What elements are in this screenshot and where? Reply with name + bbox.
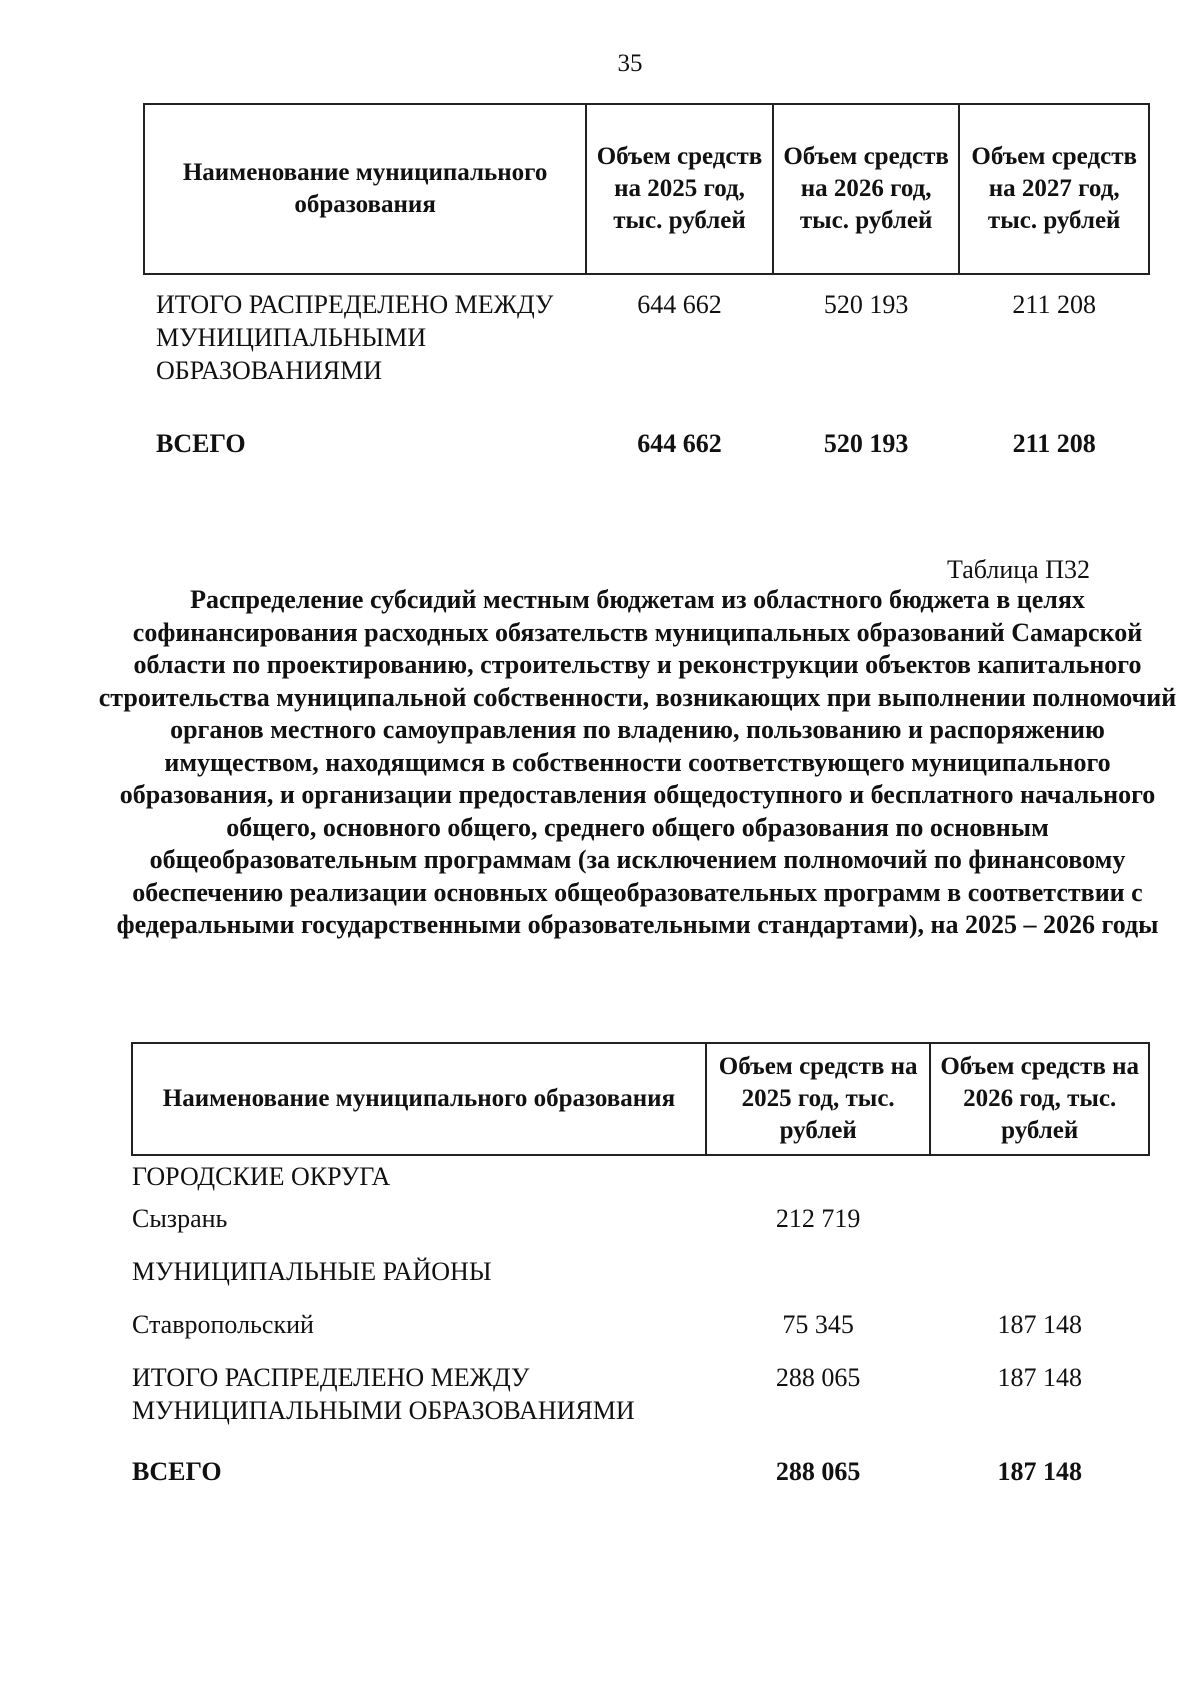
amount-2025: 644 662 (637, 429, 722, 458)
column-header-2027: Объем средств на 2027 год, тыс. рублей (959, 104, 1149, 274)
table-row (144, 415, 1149, 460)
table-label: Таблица П32 (947, 555, 1090, 584)
amount-2027: 211 208 (1012, 429, 1096, 458)
table-1-header-row (144, 104, 1149, 274)
amount-2026: 520 193 (823, 290, 909, 319)
table-2-header-row (132, 1043, 1149, 1155)
amount-2025: 644 662 (637, 290, 722, 319)
amount-2025: 288 065 (775, 1363, 861, 1392)
municipality-name: ВСЕГО (156, 429, 246, 458)
municipality-name: ВСЕГО (132, 1457, 222, 1486)
table-1 (143, 103, 1150, 460)
table-row (132, 1302, 1149, 1355)
table-row (132, 1196, 1149, 1249)
column-header-name: Наименование муниципального образования (144, 104, 586, 274)
amount-2025: 212 719 (775, 1204, 861, 1233)
page-number: 35 (617, 50, 643, 77)
amount-2026: 187 148 (997, 1310, 1082, 1339)
table-row (132, 1155, 1149, 1196)
amount-2026: 187 148 (997, 1363, 1082, 1392)
amount-2026 (930, 1196, 1149, 1249)
column-header-2025: Объем средств на 2025 год, тыс. рублей (706, 1043, 931, 1155)
table-row (144, 274, 1149, 415)
amount-2026: 520 193 (823, 429, 909, 458)
amount-2026 (930, 1249, 1149, 1302)
column-header-2026: Объем средств на 2026 год, тыс. рублей (930, 1043, 1149, 1155)
amount-2026 (930, 1155, 1149, 1196)
municipality-name: Сызрань (132, 1204, 228, 1233)
table-2 (131, 1042, 1150, 1502)
municipality-name: Ставропольский (132, 1310, 314, 1339)
table-title: Распределение субсидий местным бюджетам из областного бюджета в целях софинансирования расходных обязательств муниципальных образований Самарской области по проектированию, строительству и реконструкции объектов капитального строительства муниципальной собственности, возникающих при выполнении полномочий органов местного самоуправления по владению, пользованию и распоряжению имуществом, находящимся в собственности соответствующего муниципального образования, и организации предоставления общедоступного и бесплатного начального общего, основного общего, среднего общего образования по основным общеобразовательным программам (за исключением полномочий по финансовому обеспечению реализации основных общеобразовательных программ в соответствии с федеральными государственными образовательными стандартами), на 2025 – 2026 годы (98, 585, 1177, 939)
amount-2025: 288 065 (775, 1457, 861, 1486)
municipality-name: ГОРОДСКИЕ ОКРУГА (132, 1162, 391, 1191)
amount-2025 (706, 1249, 931, 1302)
amount-2025 (706, 1155, 931, 1196)
table-row (132, 1355, 1149, 1447)
municipality-name: ИТОГО РАСПРЕДЕЛЕНО МЕЖДУ МУНИЦИПАЛЬНЫМИ ОБРАЗОВАНИЯМИ (132, 1363, 635, 1425)
municipality-name: МУНИЦИПАЛЬНЫЕ РАЙОНЫ (132, 1257, 492, 1286)
amount-2026: 187 148 (997, 1457, 1082, 1486)
table-row (132, 1447, 1149, 1502)
table-row (132, 1249, 1149, 1302)
column-header-2025: Объем средств на 2025 год, тыс. рублей (586, 104, 773, 274)
column-header-name: Наименование муниципального образования (132, 1043, 706, 1155)
amount-2025: 75 345 (782, 1310, 854, 1339)
municipality-name: ИТОГО РАСПРЕДЕЛЕНО МЕЖДУ МУНИЦИПАЛЬНЫМИ ОБРАЗОВАНИЯМИ (156, 290, 554, 385)
column-header-2026: Объем средств на 2026 год, тыс. рублей (773, 104, 960, 274)
amount-2027: 211 208 (1012, 290, 1096, 319)
